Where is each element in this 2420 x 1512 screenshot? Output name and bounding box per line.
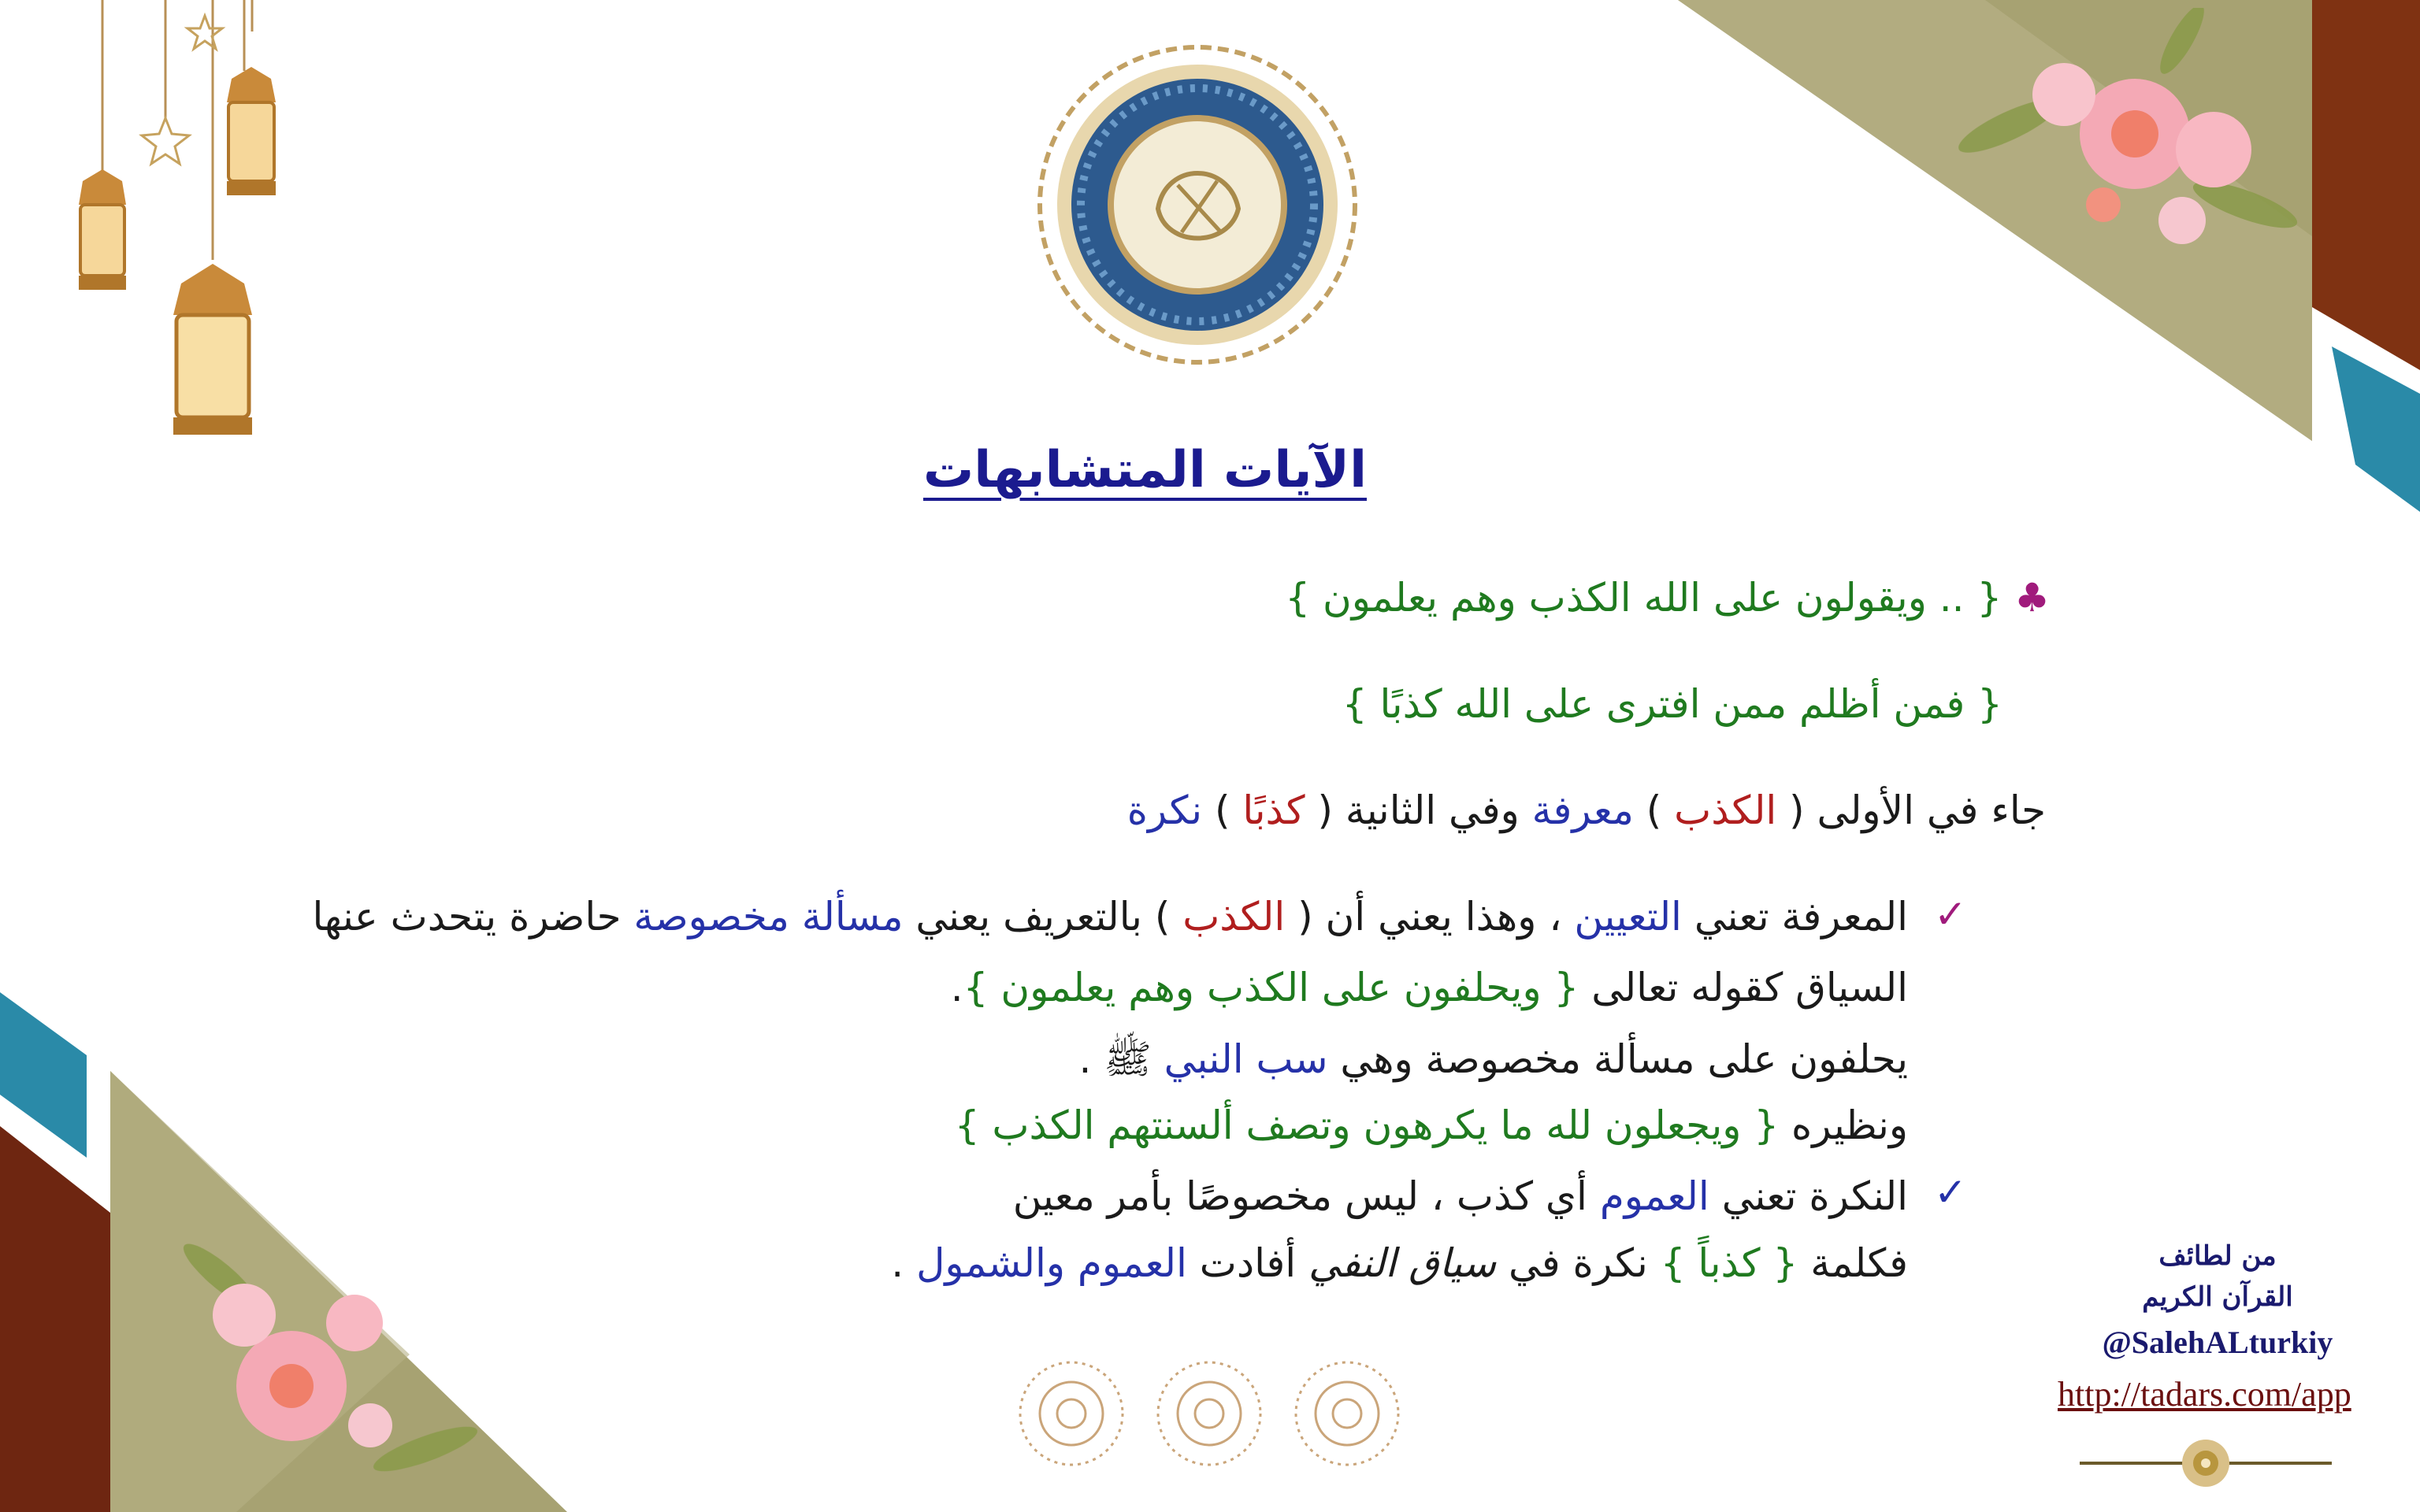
top-right-brown-band (2312, 0, 2420, 370)
ornament-icon (2174, 1433, 2237, 1493)
point-1-line-2 (951, 965, 1908, 1010)
p1l1-e: ) بالتعريف يعني (903, 894, 1183, 939)
intro-word-nakira: نكرة (1126, 788, 1203, 833)
p1l3-c: ﷺ . (1078, 1036, 1164, 1082)
p1l2-c: . (950, 965, 963, 1010)
credit-block (2048, 1240, 2387, 1361)
point-2-line-2 (891, 1240, 1908, 1286)
p1l2-verse: { ويحلفون على الكذب وهم يعلمون } (963, 965, 1579, 1010)
p2l1-umum: العموم (1599, 1173, 1709, 1219)
verse-1-line (1285, 575, 2050, 621)
left-teal-band (0, 992, 87, 1158)
p1l3-a: يحلفون على مسألة مخصوصة وهي (1327, 1036, 1908, 1082)
check-icon-2: ✓ (1934, 1169, 1967, 1215)
credit-line-2: القرآن الكريم (2142, 1281, 2293, 1313)
page-title: الآيات المتشابهات (922, 441, 1367, 499)
lantern-large (173, 264, 252, 435)
intro-part-3: وفي الثانية ( (1305, 788, 1532, 833)
point-2-line-1 (1013, 1173, 1908, 1219)
p2l2-umum-shumul: العموم والشمول (916, 1240, 1187, 1286)
flowers-bottom-left-icon (173, 1228, 488, 1496)
p2l2-kadhiban: { كذباً } (1660, 1240, 1798, 1286)
point-1-line-1 (313, 894, 1908, 939)
intro-line (1127, 788, 2046, 833)
p1l4-verse: { ويجعلون لله ما يكرهون وتصف ألسنتهم الكذب } (954, 1102, 1780, 1148)
p2l2-a: فكلمة (1798, 1240, 1908, 1286)
flowers-top-right-icon (1946, 8, 2324, 276)
verse-2-text: { فمن أظلم ممن افترى على الله كذبًا } (1342, 681, 2002, 727)
intro-word-kadhiban: كذبًا (1242, 788, 1305, 833)
p1l1-c: ، وهذا يعني أن ( (1285, 894, 1575, 939)
p1l1-kadhib: الكذب (1182, 894, 1286, 939)
rosettes-icon (1008, 1354, 1418, 1473)
quran-medallion-icon (1032, 43, 1363, 366)
tadars-link[interactable]: http://tadars.com/app (2058, 1375, 2351, 1414)
lanterns-icon (47, 0, 299, 457)
intro-word-maarifa: معرفة (1531, 788, 1634, 833)
lantern-small-left (79, 169, 126, 290)
verse-1-text: { .. ويقولون على الله الكذب وهم يعلمون } (1285, 575, 2002, 621)
p2l2-g: . (891, 1240, 917, 1286)
p2l2-siyaq: سياق النفي (1308, 1240, 1497, 1286)
credit-handle: @SalehALturkiy (2102, 1325, 2333, 1360)
p2l1-c: أي كذب ، ليس مخصوصًا بأمر معين (1012, 1173, 1600, 1219)
right-teal-band (2332, 346, 2420, 512)
p2l2-e: أفادت (1186, 1240, 1309, 1286)
intro-part-4: ) (1202, 788, 1243, 833)
credit-line-1: من لطائف (2158, 1240, 2277, 1272)
p1l1-a: المعرفة تعني (1681, 894, 1908, 939)
intro-part-2: ) (1633, 788, 1675, 833)
point-1-line-3 (1079, 1036, 1908, 1092)
check-icon-1: ✓ (1934, 891, 1967, 937)
club-bullet-icon: ♣ (2014, 575, 2050, 621)
p1l1-g: حاضرة يتحدث عنها (312, 894, 634, 939)
lantern-small-right (227, 67, 276, 195)
p1l3-nabi: سب النبي (1164, 1036, 1328, 1082)
p1l1-taayin: التعيين (1574, 894, 1682, 939)
p2l2-c: نكرة في (1496, 1240, 1661, 1286)
p1l2-a: السياق كقوله تعالى (1579, 965, 1908, 1010)
bottom-left-brown-band (0, 1126, 110, 1512)
intro-word-kadhib: الكذب (1674, 788, 1777, 833)
intro-part-1: جاء في الأولى ( (1776, 788, 2046, 833)
p2l1-a: النكرة تعني (1709, 1173, 1908, 1219)
p1l4-a: ونظيره (1779, 1102, 1908, 1148)
p1l1-masala: مسألة مخصوصة (633, 894, 904, 939)
point-1-line-4 (955, 1102, 1908, 1148)
